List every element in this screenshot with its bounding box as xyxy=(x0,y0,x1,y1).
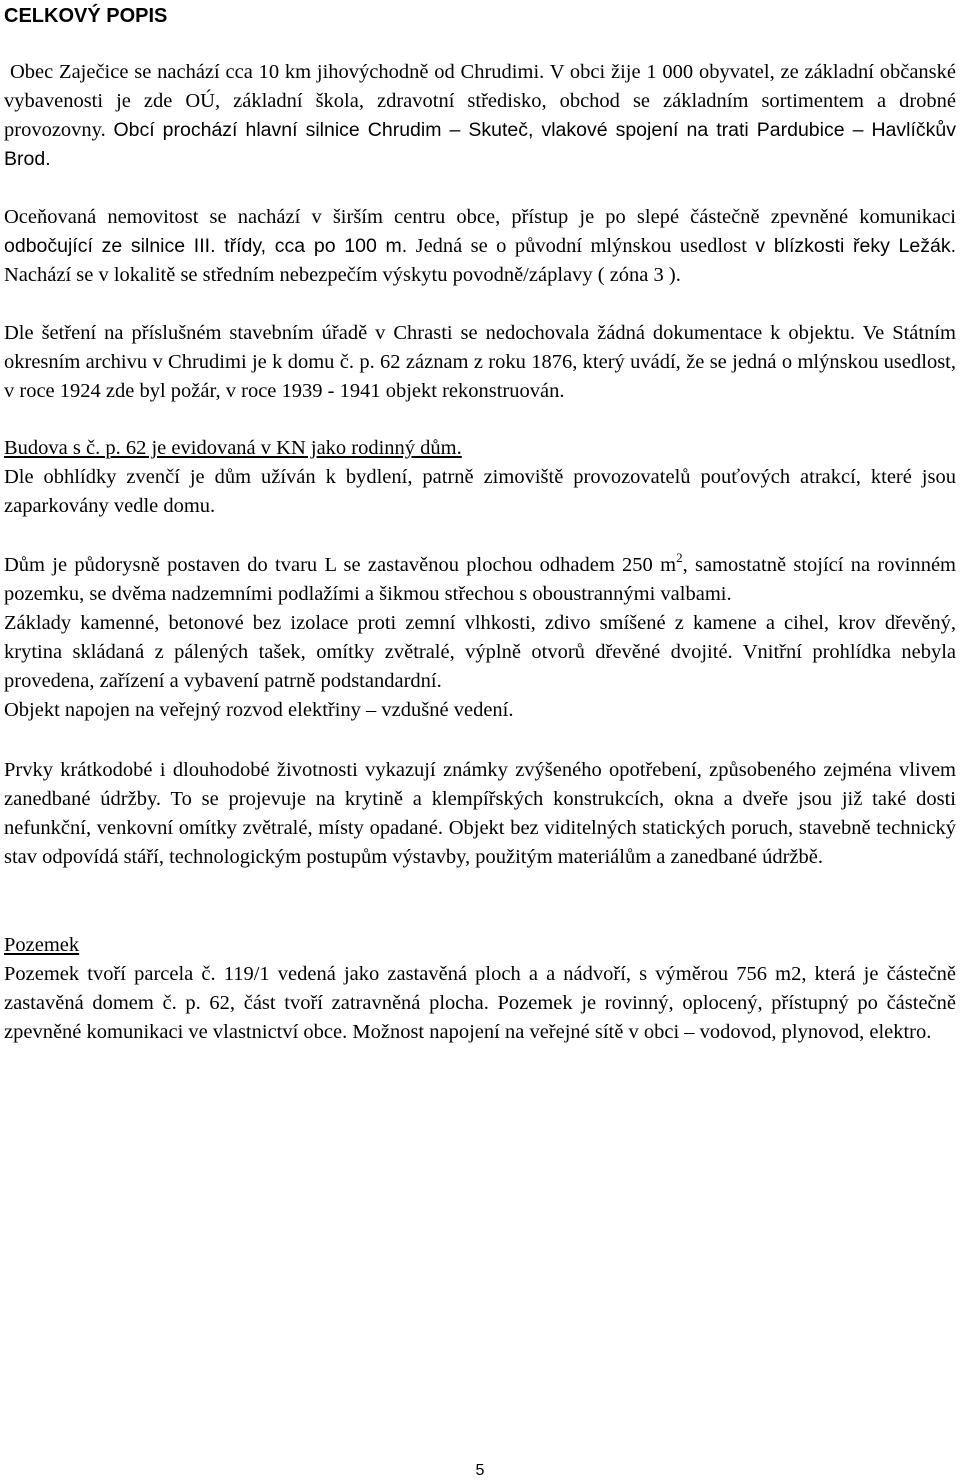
page-number: 5 xyxy=(475,1462,485,1479)
intro-paragraph xyxy=(4,58,956,174)
location-river-text: v blízkosti řeky Ležák. xyxy=(755,235,956,257)
location-text-b: Jedná se o původní mlýnskou usedlost xyxy=(407,235,756,257)
building-registry-text: Budova s č. p. 62 je evidovaná v KN jako rodinný dům. xyxy=(4,437,462,459)
land-heading: Pozemek xyxy=(4,934,80,956)
construction-paragraph xyxy=(4,551,956,609)
location-paragraph xyxy=(4,203,956,290)
construction-text-b: , samostatně stojící na rovinném pozemku, se dvěma nadzemními podlažími a šikmou střechou s oboustrannými valbami. xyxy=(4,554,956,605)
location-road-text: odbočující ze silnice III. třídy, cca po 100 m. xyxy=(4,235,408,257)
intro-transport-text: Obcí prochází hlavní silnice Chrudim – Skuteč, vlakové spojení na trati Pardubice – Havlíčkův Brod. xyxy=(4,119,956,170)
intro-text: Obec Zaječice se nachází cca 10 km jihovýchodně od Chrudimi. V obci žije 1 000 obyvatel, ze základní občanské vybavenosti je zde OÚ, základní škola, zdravotní středisko, obchod se základním sortimentem a drobné provozovny. xyxy=(4,61,956,141)
land-heading-line xyxy=(4,931,956,960)
area-superscript: 2 xyxy=(676,550,683,565)
utilities-paragraph: Objekt napojen na veřejný rozvod elektřiny – vzdušné vedení. xyxy=(4,699,514,721)
condition-paragraph: Prvky krátkodobé i dlouhodobé životnosti vykazují známky zvýšeného opotřebení, způsobeného zejména vlivem zanedbané údržby. To se projevuje na krytině a klempířských konstrukcích, okna a dveře jsou již také dosti nefunkční, venkovní omítky zvětralé, místy opadané. Objekt bez viditelných statických poruch, stavebně technický stav odpovídá stáří, technologickým postupům výstavby, použitým materiálům a zanedbané údržbě. xyxy=(4,759,956,868)
section-heading: CELKOVÝ POPIS xyxy=(4,5,168,27)
land-paragraph: Pozemek tvoří parcela č. 119/1 vedená jako zastavěná ploch a a nádvoří, s výměrou 756 m2, která je částečně zastavěná domem č. p. 62, část tvoří zatravněná plocha. Pozemek je rovinný, oplocený, přístupný po částečně zpevněné komunikaci ve vlastnictví obce. Možnost napojení na veřejné sítě v obci – vodovod, plynovod, elektro. xyxy=(4,963,956,1043)
location-text-c: Nachází se v lokalitě se středním nebezpečím výskytu povodně/záplavy ( zóna 3 ). xyxy=(4,264,681,286)
inspection-paragraph: Dle obhlídky zvenčí je dům užíván k bydlení, patrně zimoviště provozovatelů pouťových atrakcí, které jsou zaparkovány vedle domu. xyxy=(4,466,956,517)
building-registry-line xyxy=(4,434,956,463)
documentation-paragraph: Dle šetření na příslušném stavebním úřadě v Chrasti se nedochovala žádná dokumentace k objektu. Ve Státním okresním archivu v Chrudimi je k domu č. p. 62 záznam z roku 1876, který uvádí, že se jedná o mlýnskou usedlost, v roce 1924 zde byl požár, v roce 1939 - 1941 objekt rekonstruován. xyxy=(4,322,956,402)
materials-paragraph: Základy kamenné, betonové bez izolace proti zemní vlhkosti, zdivo smíšené z kamene a cihel, krov dřevěný, krytina skládaná z pálených tašek, omítky zvětralé, výplně otvorů dřevěné dvojité. Vnitřní prohlídka nebyla provedena, zařízení a vybavení patrně podstandardní. xyxy=(4,612,956,692)
location-text-a: Oceňovaná nemovitost se nachází v širším centru obce, přístup je po slepé částečně zpevněné komunikaci xyxy=(4,206,956,228)
construction-text-a: Dům je půdorysně postaven do tvaru L se zastavěnou plochou odhadem 250 m xyxy=(4,554,677,576)
document-page xyxy=(4,0,956,1047)
